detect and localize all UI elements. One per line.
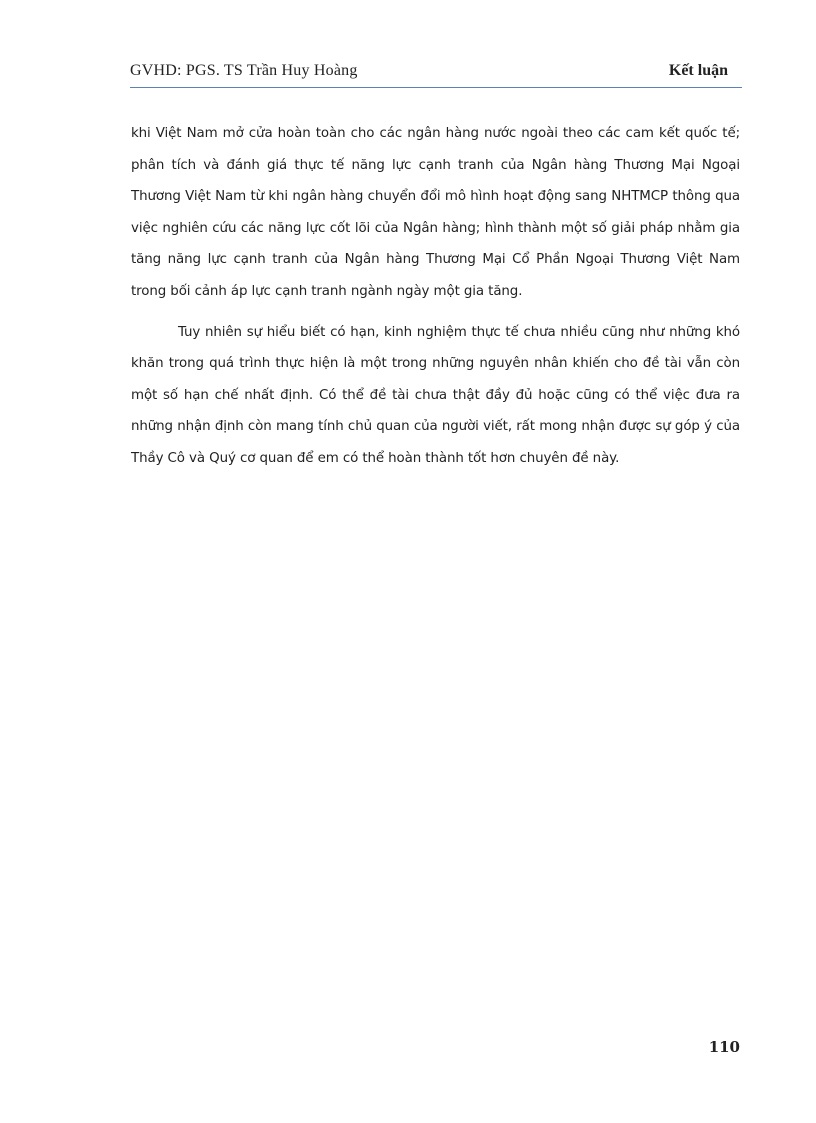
document-body bbox=[131, 118, 740, 475]
body-paragraph-2: Tuy nhiên sự hiểu biết có hạn, kinh nghiệm thực tế chưa nhiều cũng như những khó khăn trong quá trình thực hiện là một trong những nguyên nhân khiến cho đề tài vẫn còn một số hạn chế nhất định. Có thể đề tài chưa thật đầy đủ hoặc cũng có thể việc đưa ra những nhận định còn mang tính chủ quan của người viết, rất mong nhận được sự góp ý của Thầy Cô và Quý cơ quan để em có thể hoàn thành tốt hơn chuyên đề này. bbox=[131, 324, 740, 466]
header-advisor: GVHD: PGS. TS Trần Huy Hoàng bbox=[130, 62, 358, 79]
page-number: 110 bbox=[708, 1038, 740, 1056]
header-section-title: Kết luận bbox=[668, 62, 728, 79]
page-header bbox=[130, 62, 742, 88]
header-divider bbox=[130, 87, 742, 88]
body-paragraph-1: khi Việt Nam mở cửa hoàn toàn cho các ngân hàng nước ngoài theo các cam kết quốc tế; phân tích và đánh giá thực tế năng lực cạnh tranh của Ngân hàng Thương Mại Ngoại Thương Việt Nam từ khi ngân hàng chuyển đổi mô hình hoạt động sang NHTMCP thông qua việc nghiên cứu các năng lực cốt lõi của Ngân hàng; hình thành một số giải pháp nhằm gia tăng năng lực cạnh tranh của Ngân hàng Thương Mại Cổ Phần Ngoại Thương Việt Nam trong bối cảnh áp lực cạnh tranh ngành ngày một gia tăng. bbox=[131, 126, 740, 299]
